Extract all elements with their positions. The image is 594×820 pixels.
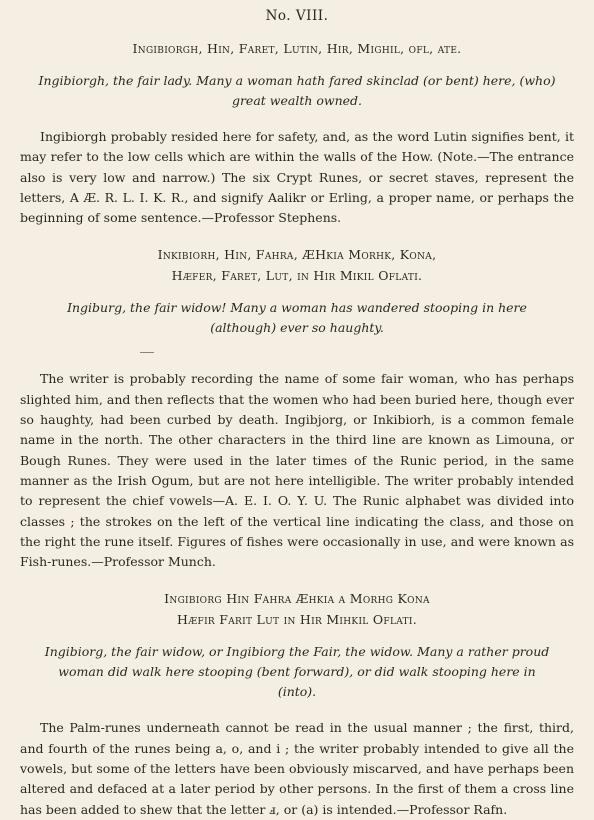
runic-reading-line: Hæfir Farit Lut in Hir Mihkil Oflati. (177, 612, 417, 628)
runic-reading-line: Ingibiorgh, Hin, Faret, Lutin, Hir, Mighil, ofl, ate. (132, 41, 462, 56)
translation: Ingibiorgh, the fair lady. Many a woman hath fared skinclad (or bent) here, (who) great wealth owned. (38, 73, 556, 108)
commentary: The Palm-runes underneath cannot be read in the usual manner ; the first, third, and fourth of the runes being a, o, and i ; the writer probably intended to give all the vowels, but some of the letters have been obviously miscarved, and have perhaps been altered and defaced at a later period by other persons. In the first of them a cross line has been added to shew that the letter ⅎ, or (a) is intended.—Professor Rafn. (20, 720, 574, 817)
runic-reading-line: Hæfer, Faret, Lut, in Hir Mikil Oflati. (171, 268, 423, 284)
printing-mark (140, 352, 154, 353)
runic-reading-line: Inkibiorh, Hin, Fahra, ÆHkia Morhk, Kona, (157, 247, 437, 263)
runic-reading-line: Ingibiorg Hin Fahra Æhkia a Morhg Kona (164, 591, 430, 607)
commentary: The writer is probably recording the name of some fair woman, who has perhaps slighted him, and then reflects that the women who had been buried here, though ever so haughty, had been curbed by death. Ingibjorg, or Inkibiorh, is a common female name in the north. The other characters in the third line are known as Limouna, or Bough Runes. They were used in the later times of the Runic period, in the same manner as the Irish Ogum, but are not here intelligible. The writer probably intended to represent the chief vowels—A. E. I. O. Y. U. The Runic alphabet was divided into classes ; the strokes on the left of the vertical line indicating the class, and those on the right the rune itself. Figures of fishes were occasionally in use, and were known as Fish-runes.—Professor Munch. (20, 371, 574, 570)
commentary: Ingibiorgh probably resided here for safety, and, as the word Lutin signifies bent, it may refer to the low cells which are within the walls of the How. (Note.—The entrance also is very low and narrow.) The six Crypt Runes, or secret staves, represent the letters, A Æ. R. L. I. K. R., and signify Aalikr or Erling, a proper name, or perhaps the beginning of some sentence.—Professor Stephens. (20, 129, 574, 226)
translation: Ingibiorg, the fair widow, or Ingibiorg the Fair, the widow. Many a rather proud woman did walk here stooping (bent forward), or did walk stooping here in (into). (44, 644, 550, 700)
inscription-number: No. VIII. (265, 8, 329, 24)
translation: Ingiburg, the fair widow! Many a woman has wandered stooping in here (although) ever so haughty. (67, 300, 527, 336)
